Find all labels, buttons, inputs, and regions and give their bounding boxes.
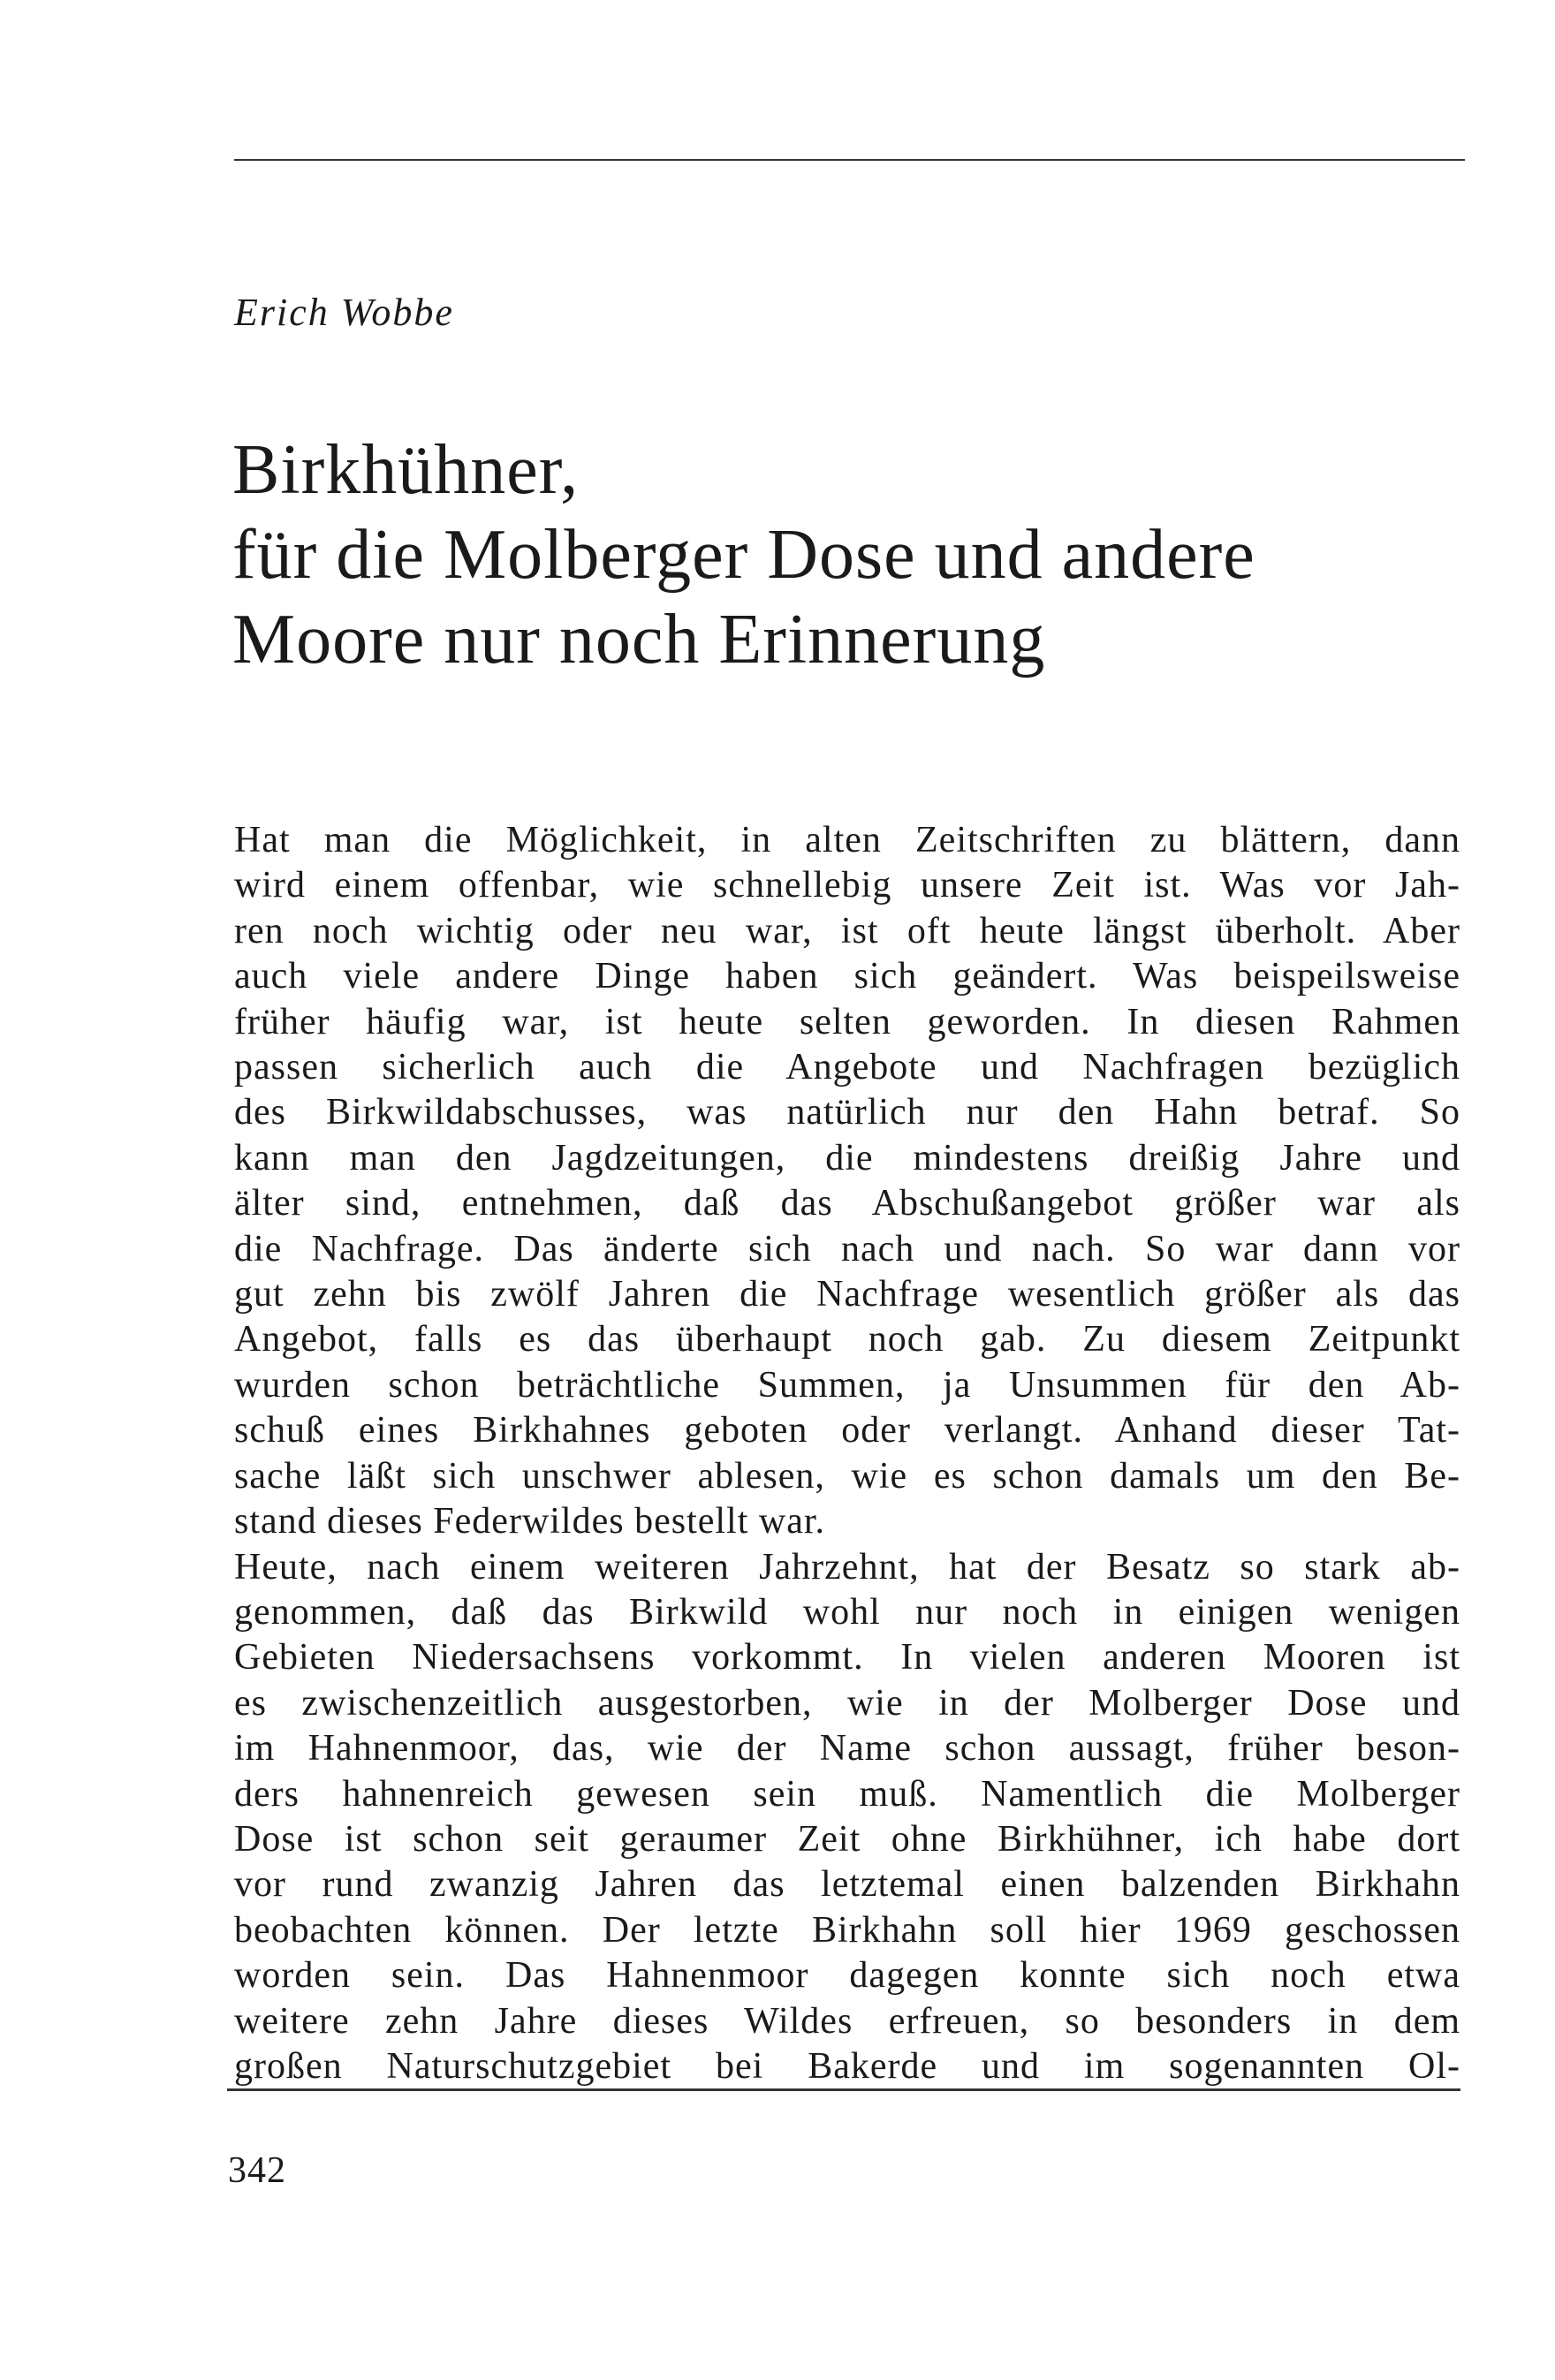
body-line: schuß eines Birkhahnes geboten oder verlangt. Anhand dieser Tat-	[234, 1410, 1460, 1451]
body-line: älter sind, entnehmen, daß das Abschußangebot größer war als	[234, 1183, 1460, 1224]
body-line: gut zehn bis zwölf Jahren die Nachfrage wesentlich größer als das	[234, 1274, 1460, 1315]
body-line: Dose ist schon seit geraumer Zeit ohne Birkhühner, ich habe dort	[234, 1818, 1460, 1860]
body-line: Angebot, falls es das überhaupt noch gab. Zu diesem Zeitpunkt	[234, 1319, 1460, 1361]
article-body	[234, 818, 1460, 2089]
body-line: des Birkwildabschusses, was natürlich nur den Hahn betraf. So	[234, 1092, 1460, 1133]
body-line: es zwischenzeitlich ausgestorben, wie in der Molberger Dose und	[234, 1682, 1460, 1724]
page-number: 342	[228, 2150, 286, 2191]
body-line: ren noch wichtig oder neu war, ist oft heute längst überholt. Aber	[234, 910, 1460, 951]
body-line: großen Naturschutzgebiet bei Bakerde und im sogenannten Ol-	[234, 2045, 1460, 2087]
body-line: die Nachfrage. Das änderte sich nach und nach. So war dann vor	[234, 1228, 1460, 1270]
top-rule	[234, 159, 1465, 161]
body-line: worden sein. Das Hahnenmoor dagegen konnte sich noch etwa	[234, 1955, 1460, 1997]
body-line: wurden schon beträchtliche Summen, ja Unsummen für den Ab-	[234, 1364, 1460, 1406]
body-line: kann man den Jagdzeitungen, die mindestens dreißig Jahre und	[234, 1137, 1460, 1179]
body-line: Heute, nach einem weiteren Jahrzehnt, hat der Besatz so stark ab-	[234, 1546, 1460, 1588]
bottom-rule	[227, 2088, 1460, 2091]
body-line: wird einem offenbar, wie schnellebig unsere Zeit ist. Was vor Jah-	[234, 865, 1460, 906]
body-line: sache läßt sich unschwer ablesen, wie es schon damals um den Be-	[234, 1455, 1460, 1497]
body-line: beobachten können. Der letzte Birkhahn soll hier 1969 geschossen	[234, 1909, 1460, 1951]
title-line: für die Molberger Dose und andere	[232, 516, 1255, 594]
body-line: passen sicherlich auch die Angebote und Nachfragen bezüglich	[234, 1047, 1460, 1088]
body-line: genommen, daß das Birkwild wohl nur noch in einigen wenigen	[234, 1591, 1460, 1633]
body-line: weitere zehn Jahre dieses Wildes erfreuen, so besonders in dem	[234, 2000, 1460, 2042]
body-line: Gebieten Niedersachsens vorkommt. In vielen anderen Mooren ist	[234, 1637, 1460, 1679]
title-line: Birkhühner,	[232, 431, 580, 509]
body-line: vor rund zwanzig Jahren das letztemal einen balzenden Birkhahn	[234, 1864, 1460, 1906]
body-line: Hat man die Möglichkeit, in alten Zeitschriften zu blättern, dann	[234, 820, 1460, 860]
body-line: ders hahnenreich gewesen sein muß. Namentlich die Molberger	[234, 1773, 1460, 1815]
body-line: auch viele andere Dinge haben sich geändert. Was beispeilsweise	[234, 956, 1460, 997]
article-title	[232, 428, 1487, 682]
body-line: früher häufig war, ist heute selten geworden. In diesen Rahmen	[234, 1001, 1460, 1042]
author-name: Erich Wobbe	[234, 291, 454, 334]
body-line: im Hahnenmoor, das, wie der Name schon aussagt, früher beson-	[234, 1728, 1460, 1770]
title-line: Moore nur noch Erinnerung	[232, 601, 1046, 678]
body-line-paragraph-end: stand dieses Federwildes bestellt war.	[234, 1501, 826, 1542]
